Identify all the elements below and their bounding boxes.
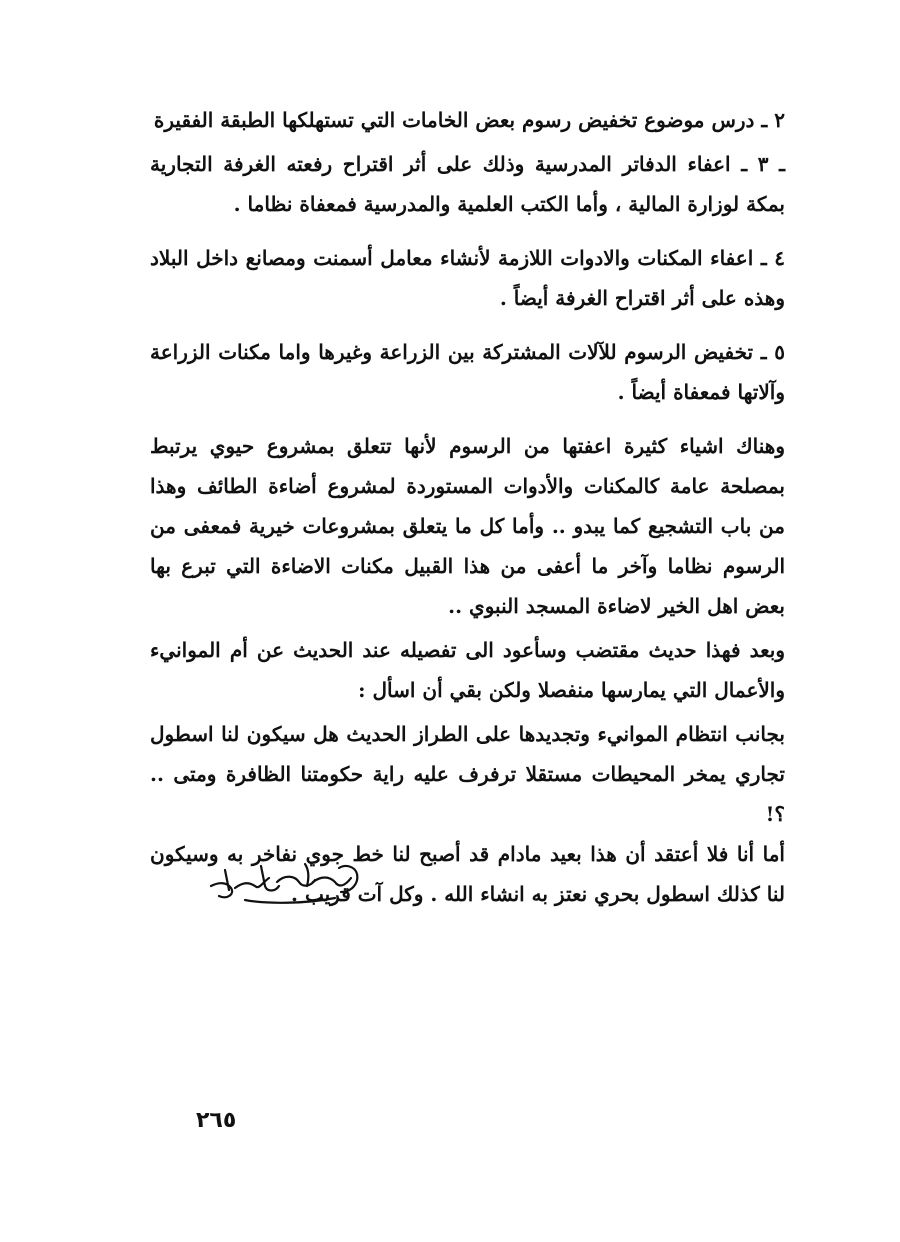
paragraph-item-2: ٢ ـ درس موضوع تخفيض رسوم بعض الخامات التي تستهلكها الطبقة الفقيرة: [153, 108, 785, 132]
paragraph-item-3: ـ ٣ ـ اعفاء الدفاتر المدرسية وذلك على أثر اقتراح رفعته الغرفة التجارية بمكة لوزارة المالية ، وأما الكتب العلمية والمدرسية فمعفاة نظاما .: [150, 152, 786, 216]
handwritten-signature: [205, 852, 365, 912]
paragraph-conclusion: وبعد فهذا حديث مقتضب وسأعود الى تفصيله عند الحديث عن أم الموانيء والأعمال التي يمارسها منفصلا ولكن بقي أن اسأل :: [150, 638, 785, 702]
paragraph-exemptions: وهناك اشياء كثيرة اعفتها من الرسوم لأنها تتعلق بمشروع حيوي يرتبط بمصلحة عامة كالمكنات والأدوات المستوردة لمشروع أضاءة الطائف وهذا من باب التشجيع كما يبدو .. وأما كل ما يتعلق بمشروعات خيرية فمعفى من الرسوم نظاما وآخر ما أعفى من هذا القبيل مكنات الاضاءة التي تبرع بها بعض اهل الخير لاضاءة المسجد النبوي ..: [150, 434, 785, 618]
paragraph-closing: أما أنا فلا أعتقد أن هذا بعيد مادام قد أصبح لنا خط جوي نفاخر به وسيكون لنا كذلك اسطول بحري نعتز به انشاء الله . وكل آت قريب .: [150, 842, 785, 906]
page-number: ٢٦٥: [196, 1108, 237, 1133]
paragraph-item-5: ٥ ـ تخفيض الرسوم للآلات المشتركة بين الزراعة وغيرها واما مكنات الزراعة وآلاتها فمعفاة أيضاً .: [150, 340, 785, 404]
paragraph-question: بجانب انتظام الموانيء وتجديدها على الطراز الحديث هل سيكون لنا اسطول تجاري يمخر المحيطات مستقلا ترفرف عليه راية حكومتنا الظافرة ومتى .. ؟!: [150, 722, 785, 826]
body-text: [150, 100, 785, 914]
paragraph-item-4: ٤ ـ اعفاء المكنات والادوات اللازمة لأنشاء معامل أسمنت ومصانع داخل البلاد وهذه على أثر اقتراح الغرفة أيضاً .: [150, 246, 785, 310]
